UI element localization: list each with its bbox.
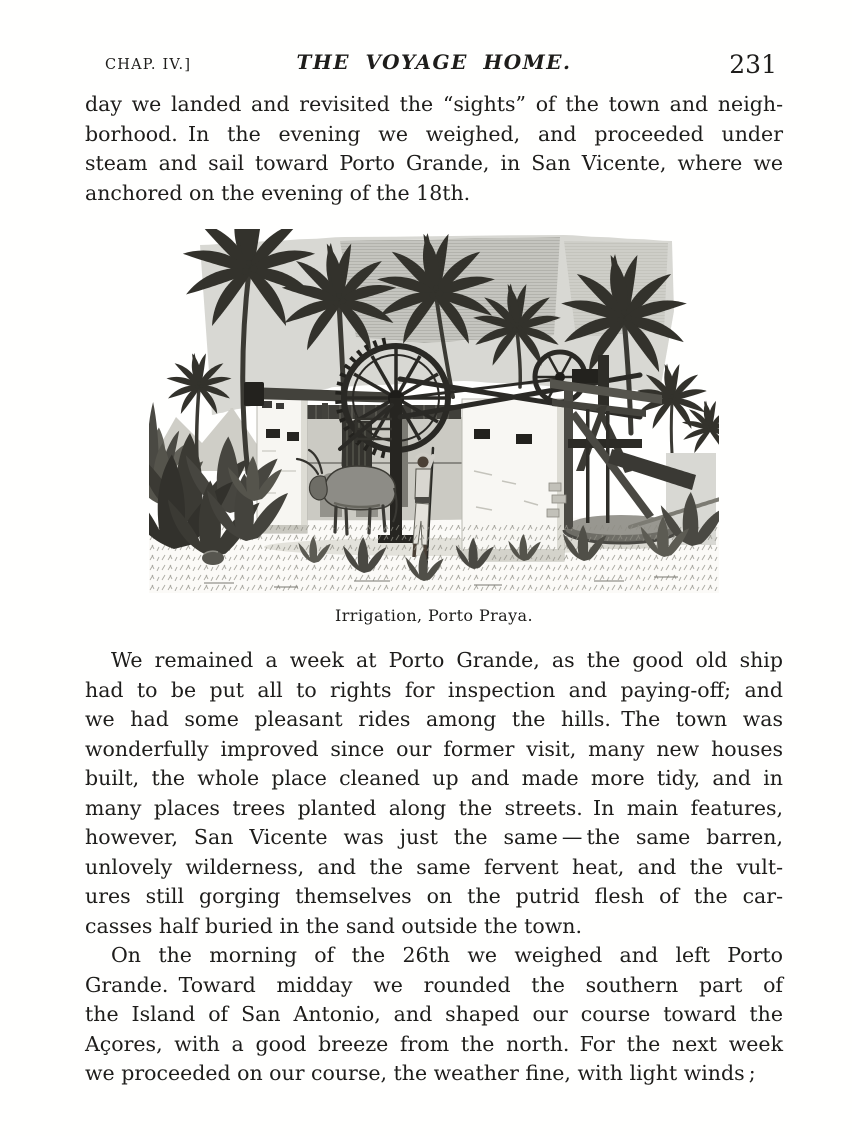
text-line: unlovely wilderness, and the same fervent heat, and the vult- <box>85 854 783 879</box>
chapter-label: CHAP. IV.] <box>105 57 192 73</box>
paragraph-porto-grande <box>85 646 783 941</box>
text-line: borhood. In the evening we weighed, and proceeded under <box>85 121 783 146</box>
page-header <box>85 46 783 79</box>
text-line: anchored on the evening of the 18th. <box>85 180 471 205</box>
text-line: however, San Vicente was just the same — the same barren, <box>85 825 783 849</box>
text-line: the Island of San Antonio, and shaped our course toward the <box>85 1002 783 1026</box>
illustration-engraving <box>149 229 719 593</box>
text-line: we had some pleasant rides among the hills. The town was <box>85 707 783 731</box>
text-line: Grande. Toward midday we rounded the southern part of <box>85 972 783 997</box>
running-title: THE VOYAGE HOME. <box>296 50 572 74</box>
text-line: Açores, with a good breeze from the north. For the next week <box>85 1031 783 1056</box>
text-line: built, the whole place cleaned up and made more tidy, and in <box>85 766 783 790</box>
text-line: We remained a week at Porto Grande, as the good old ship <box>111 648 783 672</box>
text-line: ures still gorging themselves on the putrid flesh of the car- <box>85 884 783 908</box>
text-line: had to be put all to rights for inspection and paying-off; and <box>85 677 783 702</box>
text-line: wonderfully improved since our former visit, many new houses <box>85 736 783 761</box>
text-line: On the morning of the 26th we weighed and left Porto <box>111 943 783 967</box>
text-line: casses half buried in the sand outside the town. <box>85 913 582 938</box>
text-line: day we landed and revisited the “sights” of the town and neigh- <box>85 92 783 116</box>
page-number: 231 <box>729 50 777 79</box>
figure-caption: Irrigation, Porto Praya. <box>335 606 533 625</box>
illustration-figure <box>85 229 783 625</box>
text-line: steam and sail toward Porto Grande, in San Vicente, where we <box>85 151 783 175</box>
text-line: many places trees planted along the streets. In main features, <box>85 795 783 820</box>
paragraph-continuation <box>85 90 783 208</box>
paragraph-departure <box>85 941 783 1089</box>
text-line: we proceeded on our course, the weather fine, with light winds ; <box>85 1061 756 1085</box>
